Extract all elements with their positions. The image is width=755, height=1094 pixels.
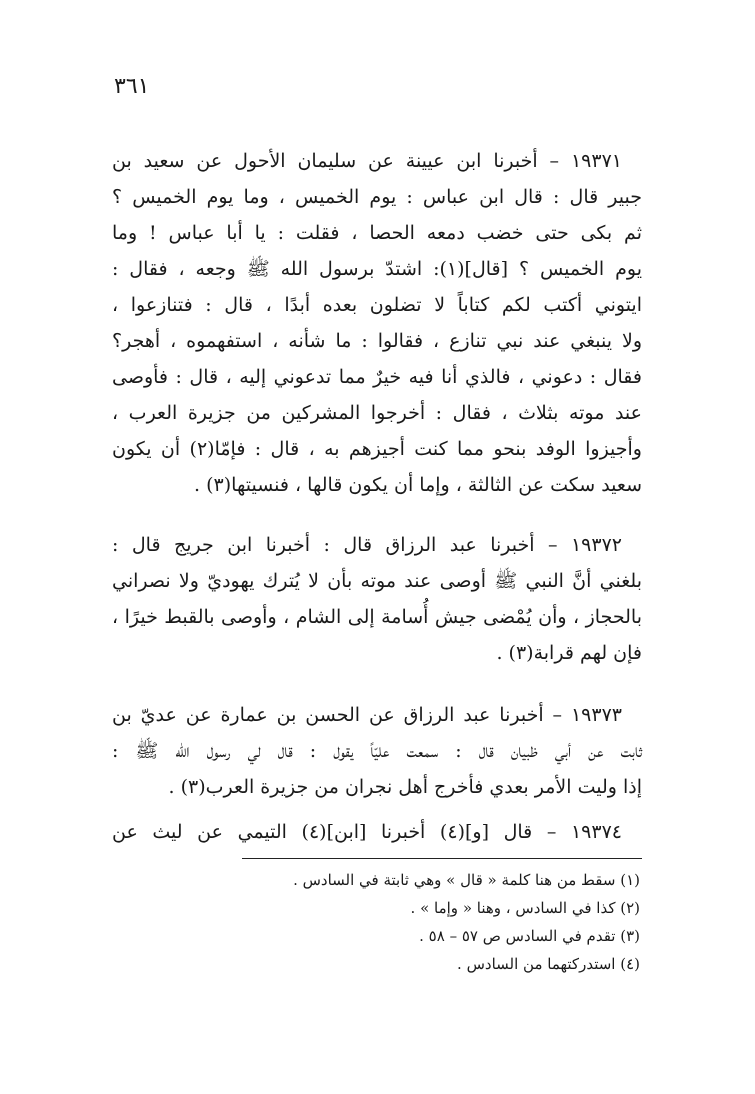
entry-19373-line-1: ١٩٣٧٣ – أخبرنا عبد الرزاق عن الحسن بن عمارة عن عديّ بن — [112, 704, 622, 726]
footnote-2: (٢) كذا في السادس ، وهنا « وإما » . — [410, 899, 640, 917]
entry-19371-line-7: فقال : دعوني ، فالذي أنا فيه خيرٌ مما تدعوني إليه ، قال : فأوصى — [112, 366, 642, 388]
footnote-divider — [242, 858, 642, 859]
entry-19371-line-4: يوم الخميس ؟ [قال](١): اشتدّ برسول الله ﷺ وجعه ، فقال : — [112, 258, 642, 280]
footnote-4: (٤) استدركتهما من السادس . — [457, 955, 640, 973]
entry-19371-line-2: جبير قال : قال ابن عباس : يوم الخميس ، وما يوم الخميس ؟ — [112, 186, 642, 208]
entry-19372-line-1: ١٩٣٧٢ – أخبرنا عبد الرزاق قال : أخبرنا ابن جريج قال : — [112, 534, 622, 556]
entry-19371-line-5: ايتوني أكتب لكم كتاباً لا تضلون بعده أبدًا ، قال : فتنازعوا ، — [112, 294, 642, 316]
entry-19374-line-1: ١٩٣٧٤ – قال [و](٤) أخبرنا [ابن](٤) التيمي عن ليث عن — [112, 821, 622, 843]
page-number: ٣٦١ — [114, 74, 150, 99]
entry-19373-line-2: ثابت عن أبي ظبيان قال : سمعت عليّاً يقول : قال لي رسول الله ﷺ : — [112, 740, 642, 762]
entry-19372-line-4: فإن لهم قرابة(٣) . — [496, 642, 642, 664]
entry-19372-line-3: بالحجاز ، وأن يُمْضى جيش أُسامة إلى الشام ، وأوصى بالقبط خيرًا ، — [112, 606, 642, 628]
entry-19371-line-1: ١٩٣٧١ – أخبرنا ابن عيينة عن سليمان الأحول عن سعيد بن — [112, 150, 622, 172]
entry-19371-line-9: وأجيزوا الوفد بنحو مما كنت أجيزهم به ، قال : فإمّا(٢) أن يكون — [112, 438, 642, 460]
entry-19371-line-8: عند موته بثلاث ، فقال : أخرجوا المشركين من جزيرة العرب ، — [112, 402, 642, 424]
entry-19373-line-3: إذا وليت الأمر بعدي فأخرج أهل نجران من جزيرة العرب(٣) . — [168, 776, 642, 798]
entry-19372-line-2: بلغني أنَّ النبي ﷺ أوصى عند موته بأن لا يُترك يهوديّ ولا نصراني — [112, 570, 642, 592]
footnote-1: (١) سقط من هنا كلمة « قال » وهي ثابتة في السادس . — [293, 871, 640, 889]
entry-19371-line-6: ولا ينبغي عند نبي تنازع ، فقالوا : ما شأنه ، استفهموه ، أهجر؟ — [112, 330, 642, 352]
footnote-3: (٣) تقدم في السادس ص ٥٧ – ٥٨ . — [419, 927, 640, 945]
entry-19371-line-10: سعيد سكت عن الثالثة ، وإما أن يكون قالها ، فنسيتها(٣) . — [194, 474, 642, 496]
entry-19371-line-3: ثم بكى حتى خضب دمعه الحصا ، فقلت : يا أبا عباس ! وما — [112, 222, 642, 244]
